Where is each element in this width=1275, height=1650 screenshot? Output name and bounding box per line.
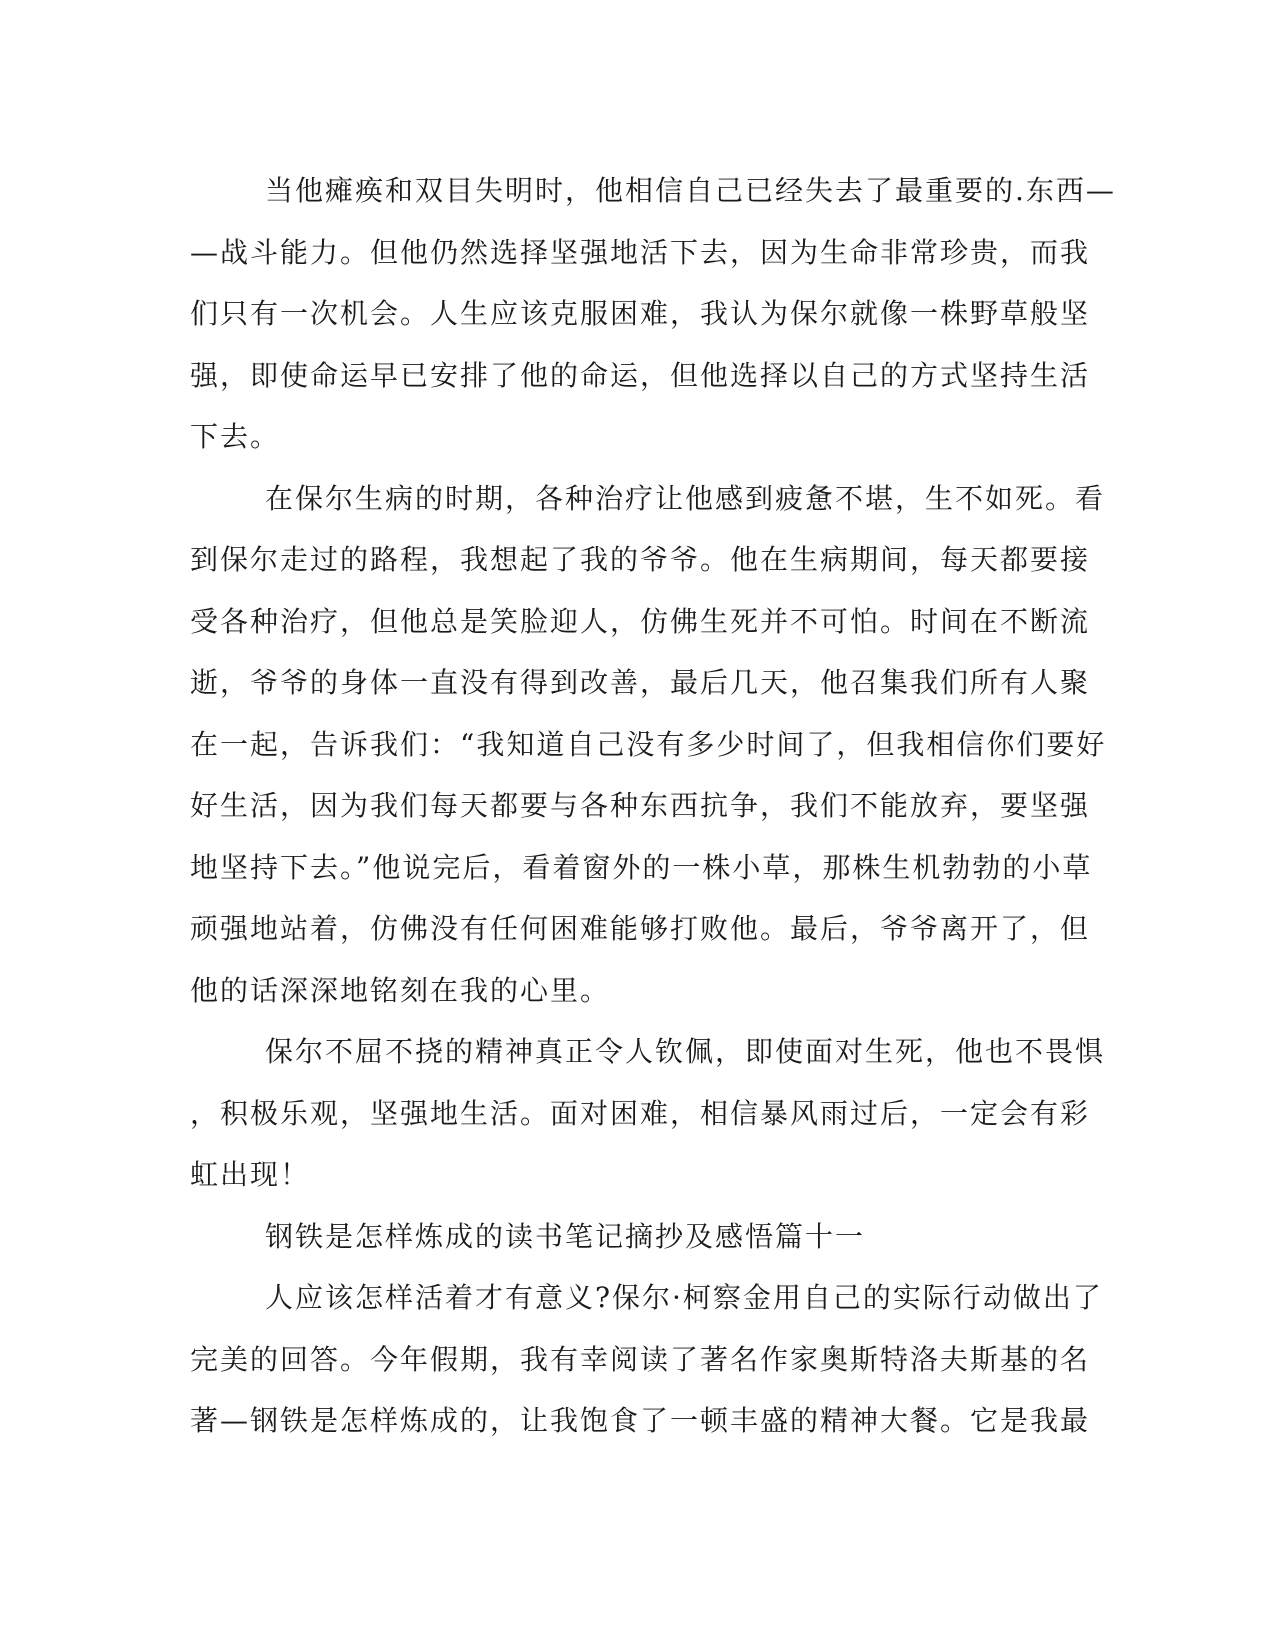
text-line: 好生活，因为我们每天都要与各种东西抗争，我们不能放弃，要坚强 bbox=[190, 789, 1091, 822]
text-line: ，积极乐观，坚强地生活。面对困难，相信暴风雨过后，一定会有彩 bbox=[190, 1096, 1091, 1130]
text-line: 在保尔生病的时期，各种治疗让他感到疲惫不堪，生不如死。看 bbox=[265, 481, 1106, 515]
text-line: 完美的回答。今年假期，我有幸阅读了著名作家奥斯特洛夫斯基的名 bbox=[190, 1342, 1091, 1376]
body-text bbox=[190, 160, 1116, 1452]
text-line: 虹出现！ bbox=[190, 1158, 311, 1191]
text-line: 逝，爷爷的身体一直没有得到改善，最后几天，他召集我们所有人聚 bbox=[190, 666, 1091, 699]
text-line: 人应该怎样活着才有意义?保尔·柯察金用自己的实际行动做出了 bbox=[265, 1281, 1103, 1314]
text-line: 当他瘫痪和双目失明时，他相信自己已经失去了最重要的.东西— bbox=[265, 174, 1116, 207]
text-line: 们只有一次机会。人生应该克服困难，我认为保尔就像一株野草般坚 bbox=[190, 297, 1091, 330]
text-line: 地坚持下去。”他说完后，看着窗外的一株小草，那株生机勃勃的小草 bbox=[190, 850, 1093, 884]
text-line: —战斗能力。但他仍然选择坚强地活下去，因为生命非常珍贵，而我 bbox=[190, 235, 1091, 269]
text-line: 在一起，告诉我们：“我知道自己没有多少时间了，但我相信你们要好 bbox=[190, 727, 1107, 761]
section-heading: 钢铁是怎样炼成的读书笔记摘抄及感悟篇十一 bbox=[265, 1219, 866, 1253]
text-line: 著—钢铁是怎样炼成的，让我饱食了一顿丰盛的精神大餐。它是我最 bbox=[190, 1404, 1091, 1437]
text-line: 保尔不屈不挠的精神真正令人钦佩，即使面对生死，他也不畏惧 bbox=[265, 1035, 1106, 1068]
text-line: 他的话深深地铭刻在我的心里。 bbox=[190, 973, 611, 1007]
text-line: 顽强地站着，仿佛没有任何困难能够打败他。最后，爷爷离开了，但 bbox=[190, 912, 1091, 945]
text-line: 强，即使命运早已安排了他的命运，但他选择以自己的方式坚持生活 bbox=[190, 358, 1091, 392]
text-line: 下去。 bbox=[190, 420, 281, 453]
text-line: 到保尔走过的路程，我想起了我的爷爷。他在生病期间，每天都要接 bbox=[190, 543, 1091, 576]
text-line: 受各种治疗，但他总是笑脸迎人，仿佛生死并不可怕。时间在不断流 bbox=[190, 604, 1091, 638]
